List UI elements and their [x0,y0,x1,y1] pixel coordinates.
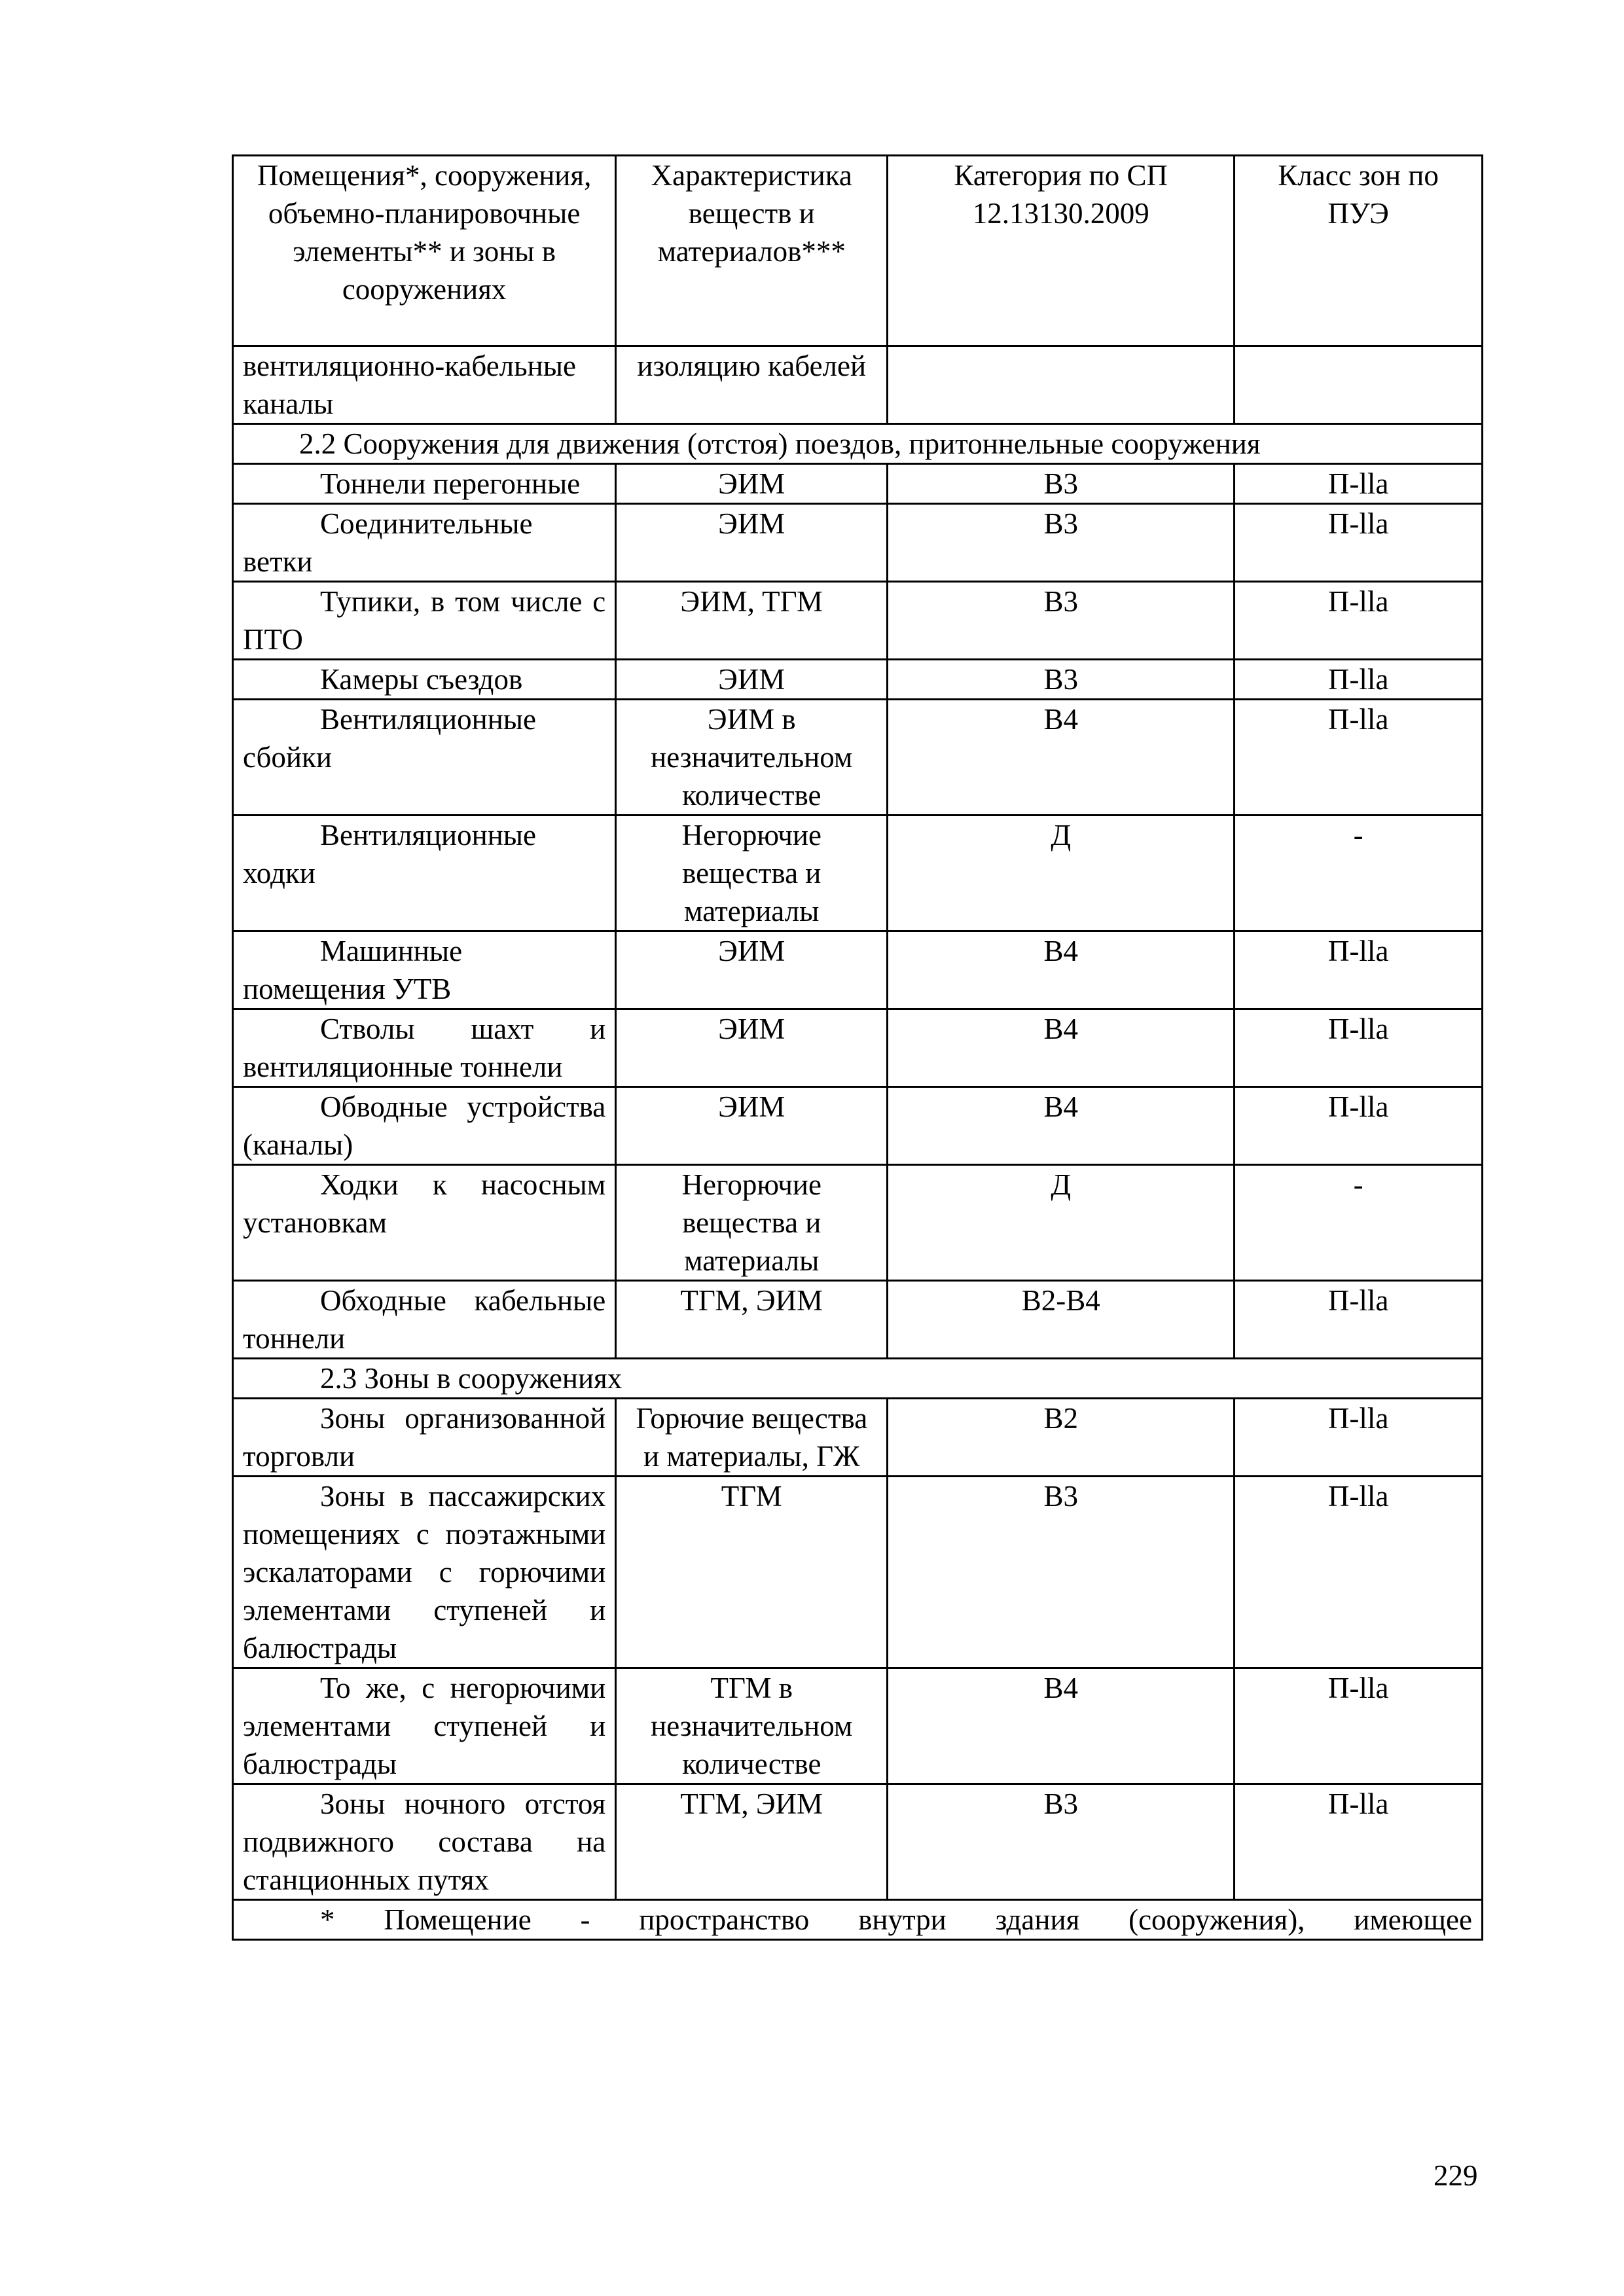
premises-name-cell: Машинные помещения УТВ [233,931,616,1009]
section-heading-2-3: 2.3 Зоны в сооружениях [233,1359,1483,1399]
category-cell: В3 [888,1784,1235,1900]
header-zone-class: Класс зон по ПУЭ [1235,156,1483,346]
substance-cell: Негорючие вещества и материалы [616,816,888,931]
table-row [233,1668,1483,1784]
section-heading-2-2: 2.2 Сооружения для движения (отстоя) поездов, притоннельные сооружения [233,424,1483,464]
premises-name-cell: Зоны ночного отстоя подвижного состава на станционных путях [233,1784,616,1900]
substance-cell: ЭИМ, ТГМ [616,582,888,660]
table-row [233,1399,1483,1477]
section-row-2-2 [233,424,1483,464]
premises-name-cell: Вентиляционные сбойки [233,700,616,816]
header-substance: Характеристика веществ и материалов*** [616,156,888,346]
zone-class-cell: П-llа [1235,1281,1483,1359]
section-row-2-3 [233,1359,1483,1399]
table-row [233,700,1483,816]
substance-cell: ЭИМ [616,931,888,1009]
premises-name-cell: То же, с негорючими элементами ступеней и балюстрады [233,1668,616,1784]
substance-cell: ЭИМ [616,660,888,700]
category-cell: Д [888,816,1235,931]
substance-cell: ЭИМ [616,1009,888,1087]
footnote-text: * Помещение - пространство внутри здания (сооружения), имеющее [233,1900,1483,1940]
category-cell: В4 [888,931,1235,1009]
page-number: 229 [1434,2159,1478,2192]
zone-class-cell: П-llа [1235,1087,1483,1165]
table-row [233,582,1483,660]
premises-name-cell: Тоннели перегонные [233,464,616,504]
table-row [233,1784,1483,1900]
zone-class-cell: П-llа [1235,660,1483,700]
header-premises: Помещения*, сооружения, объемно-планировочные элементы** и зоны в сооружениях [233,156,616,346]
table-row [233,1087,1483,1165]
zone-class-cell: П-llа [1235,931,1483,1009]
zone-class-cell: П-llа [1235,504,1483,582]
table-row [233,1281,1483,1359]
premises-name-cell: Обходные кабельные тоннели [233,1281,616,1359]
continuation-row [233,346,1483,424]
category-cell: В2 [888,1399,1235,1477]
table-row [233,816,1483,931]
header-row [233,156,1483,346]
continuation-zone-class [1235,346,1483,424]
zone-class-cell: П-llа [1235,1477,1483,1668]
zone-class-cell: - [1235,816,1483,931]
substance-cell: ТГМ, ЭИМ [616,1281,888,1359]
category-cell: В2-В4 [888,1281,1235,1359]
substance-cell: Негорючие вещества и материалы [616,1165,888,1281]
category-cell: Д [888,1165,1235,1281]
substance-cell: ТГМ, ЭИМ [616,1784,888,1900]
zone-class-cell: П-llа [1235,464,1483,504]
premises-name-cell: Зоны организованной торговли [233,1399,616,1477]
header-category: Категория по СП 12.13130.2009 [888,156,1235,346]
table-row [233,931,1483,1009]
fire-category-table [232,154,1483,1941]
category-cell: В3 [888,1477,1235,1668]
premises-name-cell: Вентиляционные ходки [233,816,616,931]
substance-cell: ЭИМ [616,464,888,504]
category-cell: В3 [888,582,1235,660]
continuation-name: вентиляционно-кабельные каналы [233,346,616,424]
zone-class-cell: П-llа [1235,1009,1483,1087]
zone-class-cell: П-llа [1235,582,1483,660]
zone-class-cell: П-llа [1235,1399,1483,1477]
zone-class-cell: П-llа [1235,1668,1483,1784]
substance-cell: ЭИМ [616,504,888,582]
premises-name-cell: Стволы шахт и вентиляционные тоннели [233,1009,616,1087]
substance-cell: ТГМ [616,1477,888,1668]
premises-name-cell: Соединительные ветки [233,504,616,582]
category-cell: В4 [888,1087,1235,1165]
table-row [233,1477,1483,1668]
premises-name-cell: Зоны в пассажирских помещениях с поэтажными эскалаторами с горючими элементами ступеней и балюстрады [233,1477,616,1668]
substance-cell: ЭИМ в незначительном количестве [616,700,888,816]
substance-cell: ТГМ в незначительном количестве [616,1668,888,1784]
premises-name-cell: Обводные устройства (каналы) [233,1087,616,1165]
continuation-category [888,346,1235,424]
category-cell: В3 [888,464,1235,504]
category-cell: В4 [888,700,1235,816]
premises-name-cell: Камеры съездов [233,660,616,700]
table-row [233,464,1483,504]
category-cell: В3 [888,504,1235,582]
table-row [233,504,1483,582]
premises-name-cell: Тупики, в том числе с ПТО [233,582,616,660]
footnote-row [233,1900,1483,1940]
table-row [233,660,1483,700]
table-row [233,1165,1483,1281]
premises-name-cell: Ходки к насосным установкам [233,1165,616,1281]
substance-cell: ЭИМ [616,1087,888,1165]
zone-class-cell: - [1235,1165,1483,1281]
continuation-substance: изоляцию кабелей [616,346,888,424]
substance-cell: Горючие вещества и материалы, ГЖ [616,1399,888,1477]
table-row [233,1009,1483,1087]
category-cell: В4 [888,1668,1235,1784]
category-cell: В3 [888,660,1235,700]
category-cell: В4 [888,1009,1235,1087]
zone-class-cell: П-llа [1235,1784,1483,1900]
zone-class-cell: П-llа [1235,700,1483,816]
